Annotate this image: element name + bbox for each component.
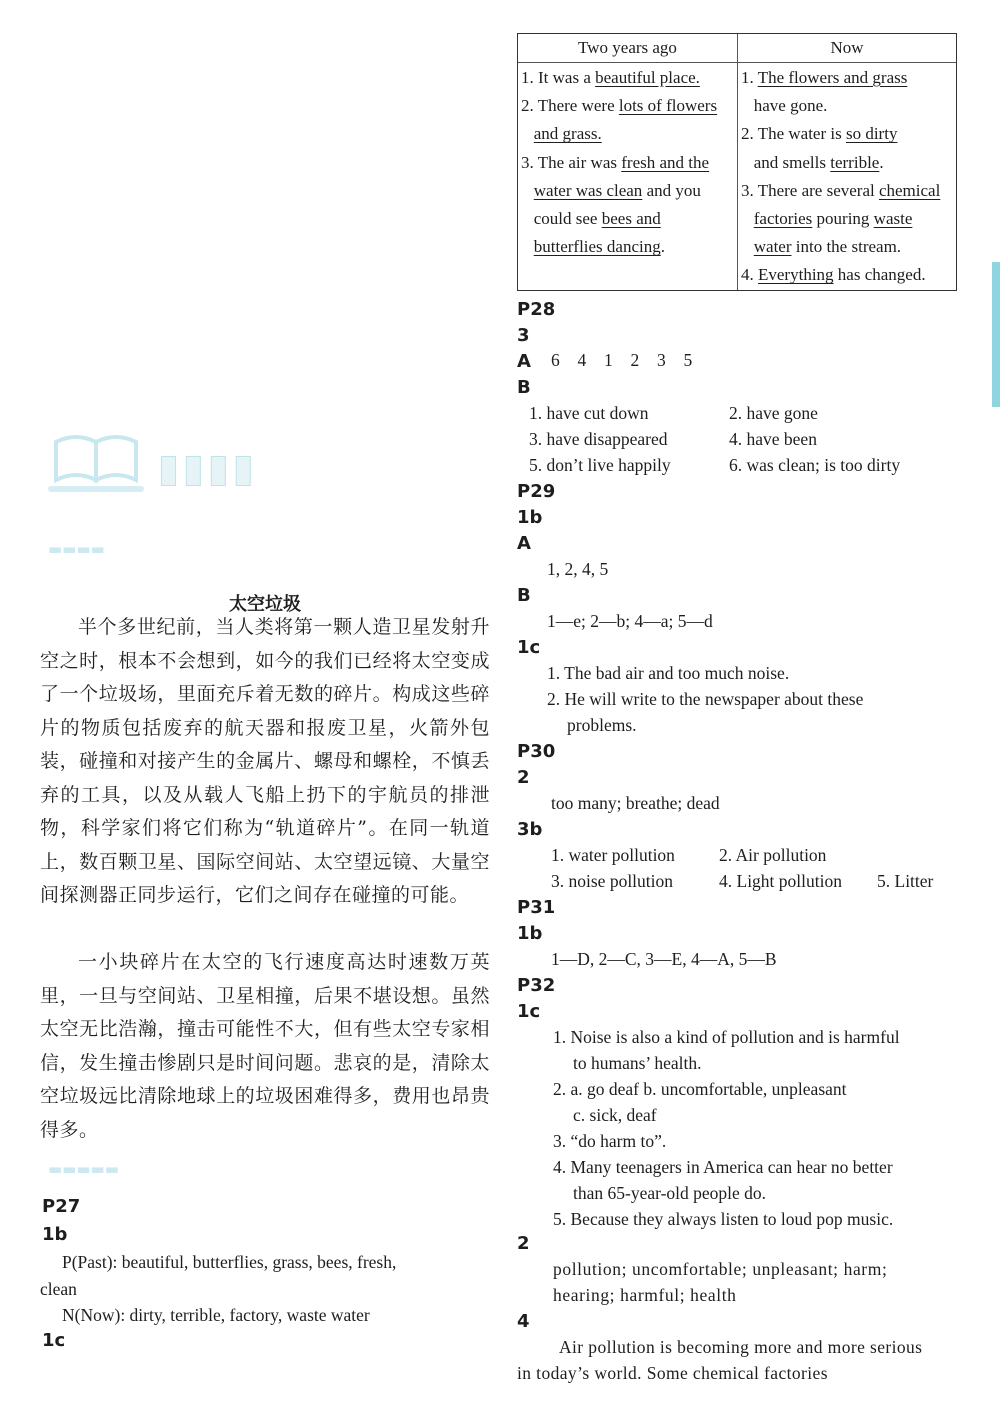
table-past-line [521, 92, 717, 120]
exercise-1c-label-2: 1c [517, 1001, 541, 1022]
table-now-text-segment: 2. The water is [741, 124, 846, 144]
table-past-text-segment: bees and [601, 209, 661, 229]
answer-3b-5: 5. Litter [877, 871, 934, 891]
answer-p32-5: 5. Because they always listen to loud pop music. [553, 1209, 894, 1229]
table-now-text-segment: 4. [741, 265, 758, 285]
exercise-3b-label: 3b [517, 819, 543, 840]
section-banner [46, 430, 336, 510]
table-past-text-segment: and grass. [533, 124, 602, 144]
article-paragraph-2: 一小块碎片在太空的飞行速度高达时速数万英里，一旦与空间站、卫星相撞，后果不堪设想。虽然太空无比浩瀚，撞击可能性不大，但有些太空专家相信，发生撞击惨剧只是时间问题。悲哀的是，清除太空垃圾远比清除地球上的垃圾困难得多，费用也昂贵得多。 [40, 951, 490, 1141]
table-now-line [741, 233, 940, 261]
page-label-p31: P31 [517, 897, 556, 918]
part-b-label: B [517, 377, 531, 398]
page-label-p30: P30 [517, 741, 556, 762]
table-now-text-segment: waste [873, 209, 913, 229]
article-paragraph-1: 半个多世纪前，当人类将第一颗人造卫星发射升空之时，根本不会想到，如今的我们已经将太空变成了一个垃圾场，里面充斥着无数的碎片。构成这些碎片的物质包括废弃的航天器和报废卫星，火箭外包装，碰撞和对接产生的金属片、螺母和螺栓，不慎丢弃的工具，以及从载人飞船上扔下的宇航员的排泄物，科学家们将它们称为“轨道碎片”。在同一轨道上，数百颗卫星、国际空间站、太空望远镜、大量空间探测器正同步运行，它们之间存在碰撞的可能。 [40, 616, 490, 906]
table-now-line [741, 149, 940, 177]
answer-4-line2: in today’s world. Some chemical factories [517, 1363, 828, 1383]
exercise-1b-label: 1b [42, 1224, 68, 1245]
table-now-text-segment: 1. [741, 68, 758, 87]
table-past-text-segment: could see [521, 209, 602, 229]
answer-past-line-cont: clean [40, 1279, 77, 1299]
answer-b2: 2. have gone [729, 403, 818, 423]
table-past-text-segment: beautiful place. [595, 68, 700, 87]
answer-b5: 5. don’t live happily [529, 455, 671, 475]
table-now-text-segment: . [879, 152, 884, 172]
table-now-text-segment: so dirty [845, 124, 898, 144]
page-label-p29: P29 [517, 481, 556, 502]
table-now-text-segment: water [753, 237, 792, 257]
table-past-text-segment: butterflies dancing [533, 237, 661, 257]
table-now-text-segment: pouring [812, 209, 874, 229]
table-now-text-segment: terrible [830, 152, 880, 172]
answer-p32-1-cont: to humans’ health. [573, 1053, 702, 1073]
answer-p32-3: 3. “do harm to”. [553, 1131, 667, 1151]
article-title: 太空垃圾 [229, 594, 301, 615]
table-now-text-segment [741, 237, 754, 256]
table-header-now: Now [830, 38, 864, 57]
table-past-line [521, 177, 717, 205]
answer-p31: 1—D, 2—C, 3—E, 4—A, 5—B [551, 949, 777, 969]
table-past-line [521, 120, 717, 148]
table-now-line [741, 120, 940, 148]
table-past-text-segment: water was clean [533, 180, 643, 200]
answer-2b-line2: hearing; harmful; health [553, 1285, 737, 1305]
part-a2-label: A [517, 533, 531, 554]
banner-title-decorative: ▮▮▮▮ [158, 446, 258, 490]
exercise-1b-label: 1b [517, 507, 543, 528]
answer-p32-4: 4. Many teenagers in America can hear no better [553, 1157, 893, 1177]
answer-3b-1: 1. water pollution [551, 845, 675, 865]
table-now-line [741, 177, 940, 205]
table-past-line [521, 205, 717, 233]
part-b2-label: B [517, 585, 531, 606]
table-past-text-segment [521, 124, 534, 143]
page-label-p28: P28 [517, 299, 556, 320]
page-label-p32: P32 [517, 975, 556, 996]
answer-3b-4: 4. Light pollution [719, 871, 842, 891]
table-now-line [741, 64, 940, 92]
answer-1c-1: 1. The bad air and too much noise. [547, 663, 790, 683]
answer-now-line: N(Now): dirty, terrible, factory, waste water [62, 1305, 370, 1325]
table-now-text-segment: and smells [741, 152, 831, 172]
table-past-text-segment: lots of flowers [618, 96, 718, 116]
table-past-text-segment: 3. The air was [521, 152, 622, 172]
table-past-text-segment: 1. It was a [521, 68, 596, 87]
exercise-3-label: 3 [517, 325, 530, 346]
table-now-text-segment: into the stream. [791, 237, 902, 257]
table-now-text-segment: has changed. [833, 265, 926, 285]
table-cell-now [741, 64, 940, 290]
answer-p32-2-cont: c. sick, deaf [573, 1105, 657, 1125]
table-past-text-segment [521, 237, 534, 256]
sub-banner-decorative-2: ▬▬▬▬▬ [48, 1160, 119, 1178]
sub-banner-decorative: ▬▬▬▬ [48, 540, 105, 558]
answer-p32-4-cont: than 65-year-old people do. [573, 1183, 767, 1203]
table-now-text-segment: Everything [758, 265, 834, 285]
table-past-text-segment: . [660, 237, 665, 257]
table-past-text-segment [521, 181, 534, 200]
table-now-line [741, 92, 940, 120]
book-icon [46, 430, 146, 500]
table-header-past: Two years ago [578, 38, 677, 57]
answer-b6: 6. was clean; is too dirty [729, 455, 901, 475]
table-now-text-segment: factories [753, 209, 813, 229]
part-a-label: A [517, 351, 531, 372]
answer-a2: 1, 2, 4, 5 [547, 559, 609, 579]
table-column-divider [737, 34, 738, 290]
exercise-1c-label: 1c [517, 637, 541, 658]
table-past-line [521, 233, 717, 261]
table-past-text-segment: and you [642, 180, 701, 200]
answer-3b-2: 2. Air pollution [719, 845, 827, 865]
page-edge-tab [992, 262, 1000, 407]
comparison-table [517, 33, 957, 291]
answer-2b-line1: pollution; uncomfortable; unpleasant; harm; [553, 1259, 888, 1279]
page-label-p27: P27 [42, 1196, 81, 1217]
answer-p32-1: 1. Noise is also a kind of pollution and is harmful [553, 1027, 900, 1047]
table-now-line [741, 261, 940, 289]
table-now-text-segment: 3. There are several [741, 180, 879, 200]
exercise-1b-label-2: 1b [517, 923, 543, 944]
exercise-1c-label: 1c [42, 1330, 66, 1351]
answer-3b-3: 3. noise pollution [551, 871, 674, 891]
right-column [515, 0, 985, 1427]
answer-b4: 4. have been [729, 429, 817, 449]
table-now-text-segment: chemical [878, 180, 941, 200]
table-past-line [521, 64, 717, 92]
exercise-4-label: 4 [517, 1311, 530, 1332]
answer-p32-2: 2. a. go deaf b. uncomfortable, unpleasant [553, 1079, 847, 1099]
table-now-text-segment: The flowers and grass [757, 68, 908, 87]
table-past-text-segment: 2. There were [521, 96, 619, 116]
answer-b3: 3. have disappeared [529, 429, 668, 449]
table-cell-past [521, 64, 717, 261]
table-now-text-segment [741, 209, 754, 228]
left-column [40, 0, 490, 1427]
exercise-2-label-2: 2 [517, 1233, 530, 1254]
answer-b1: 1. have cut down [529, 403, 649, 423]
answer-past-line: P(Past): beautiful, butterflies, grass, bees, fresh, [62, 1252, 397, 1272]
part-a-answers: 6 4 1 2 3 5 [551, 350, 696, 370]
exercise-2-label: 2 [517, 767, 530, 788]
answer-4-line1: Air pollution is becoming more and more serious [559, 1337, 923, 1357]
table-now-text-segment: have gone. [741, 96, 828, 116]
table-past-line [521, 149, 717, 177]
answer-2: too many; breathe; dead [551, 793, 720, 813]
answer-1c-2-cont: problems. [567, 715, 637, 735]
answer-b2-matching: 1—e; 2—b; 4—a; 5—d [547, 611, 713, 631]
table-now-line [741, 205, 940, 233]
table-past-text-segment: fresh and the [621, 152, 710, 172]
answer-1c-2: 2. He will write to the newspaper about these [547, 689, 864, 709]
